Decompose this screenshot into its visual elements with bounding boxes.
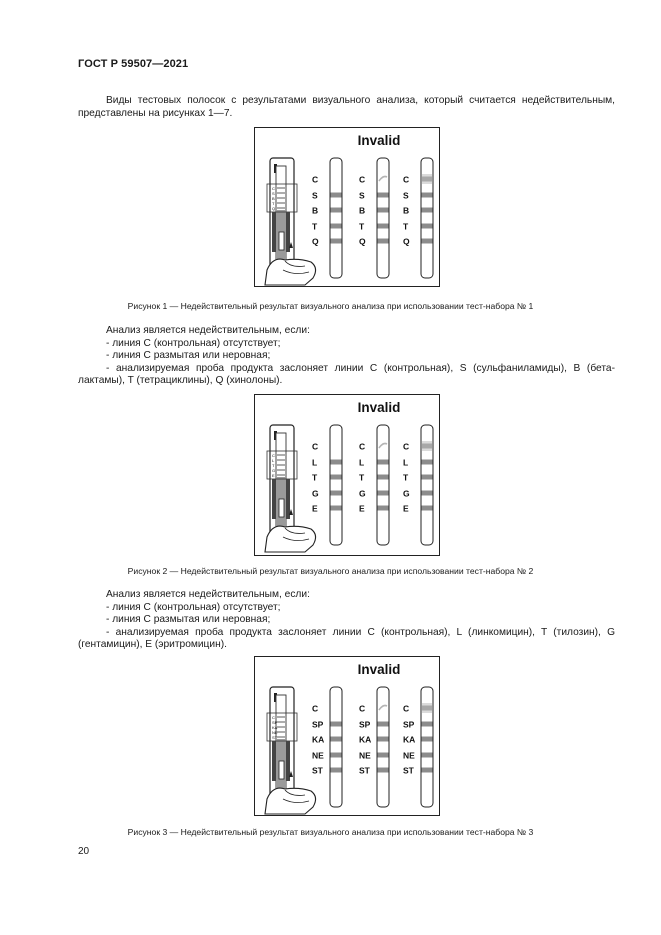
strip-band — [331, 768, 342, 773]
strip-band — [422, 224, 433, 229]
strip-band — [331, 753, 342, 758]
strip-band — [378, 224, 389, 229]
strip-band — [378, 737, 389, 742]
strip-label: C — [403, 174, 410, 185]
strip-band-control — [422, 177, 432, 182]
result-strip-2 — [359, 158, 389, 278]
conditions-2-block — [78, 589, 615, 652]
strip-label: G — [312, 488, 319, 499]
device-side-shade — [286, 479, 290, 519]
strip-band — [378, 193, 389, 198]
figure-3-caption: Рисунок 3 — Недействительный результат визуального анализа при использовании тест-набора № 3 — [127, 827, 534, 837]
strip-label: ST — [359, 765, 370, 776]
device-label: L — [272, 458, 275, 463]
device-label: Q — [272, 206, 276, 211]
result-strip-1 — [312, 425, 342, 545]
strip-label: C — [312, 441, 319, 452]
strip-label: G — [403, 488, 410, 499]
strip-label: S — [403, 190, 409, 201]
conditions-1-block — [78, 325, 615, 388]
test-device — [265, 158, 319, 285]
figure-title: Invalid — [357, 133, 401, 148]
device-side-shade — [272, 212, 276, 252]
strip-label: T — [359, 472, 365, 483]
device-well — [279, 499, 284, 517]
strip-band — [331, 722, 342, 727]
result-strip-3 — [403, 158, 433, 278]
conditions-2-item: - линия С размытая или неровная; — [106, 614, 271, 626]
result-strip-2 — [359, 425, 389, 545]
strip-label: G — [359, 488, 366, 499]
page-number: 20 — [78, 846, 90, 857]
document-id: ГОСТ Р 59507—2021 — [78, 58, 189, 70]
strip-label: C — [403, 703, 410, 714]
result-strip-1 — [312, 687, 342, 807]
device-label: SP — [272, 720, 278, 725]
device-label: C — [272, 453, 275, 458]
strip-band — [331, 239, 342, 244]
strip-band — [378, 506, 389, 511]
strip-label: B — [403, 205, 410, 216]
strip-band — [378, 460, 389, 465]
device-side-shade — [272, 741, 276, 781]
strip-outline — [330, 687, 342, 807]
conditions-1-lead: Анализ является недействительным, если: — [106, 325, 310, 336]
strip-band — [422, 737, 433, 742]
strip-label: NE — [312, 750, 324, 761]
strip-label: KA — [312, 734, 325, 745]
figure-1-caption: Рисунок 1 — Недействительный результат визуального анализа при использовании тест-набора № 1 — [127, 301, 534, 311]
device-label: KA — [272, 725, 278, 730]
strip-band — [378, 475, 389, 480]
strip-label: L — [359, 457, 365, 468]
intro-text: Виды тестовых полосок с результатами визуального анализа, который считается недействительным, представлены на рисунках 1—7. — [78, 95, 615, 119]
strip-label: T — [359, 221, 365, 232]
strip-label: C — [312, 703, 319, 714]
strip-label: C — [312, 174, 319, 185]
strip-label: T — [403, 472, 409, 483]
strip-label: NE — [403, 750, 415, 761]
device-label: E — [272, 473, 275, 478]
device-label: T — [272, 463, 275, 468]
strip-band — [378, 722, 389, 727]
strip-band — [331, 737, 342, 742]
strip-band — [378, 239, 389, 244]
strip-outline — [377, 158, 389, 278]
strip-band — [422, 506, 433, 511]
strip-label: Q — [359, 236, 366, 247]
conditions-1-item: - анализируемая проба продукта заслоняет линии С (контрольная), S (сульфаниламиды), B (бета-лактамы), T (тетрациклины), Q (хинолоны). — [78, 362, 615, 387]
device-side-shade — [286, 212, 290, 252]
strip-label: C — [359, 441, 366, 452]
strip-label: SP — [312, 719, 324, 730]
strip-label: B — [312, 205, 319, 216]
device-label: NE — [272, 730, 278, 735]
strip-label: SP — [403, 719, 415, 730]
strip-band — [422, 491, 433, 496]
strip-label: T — [403, 221, 409, 232]
figure-title: Invalid — [357, 662, 401, 677]
strip-label: S — [359, 190, 365, 201]
strip-band — [422, 193, 433, 198]
conditions-2-item: - линия С (контрольная) отсутствует; — [106, 601, 281, 613]
strip-band — [422, 460, 433, 465]
figure-2-illustration — [254, 394, 440, 556]
strip-label: E — [312, 503, 318, 514]
strip-label: Q — [403, 236, 410, 247]
strip-band — [422, 239, 433, 244]
strip-band — [331, 475, 342, 480]
result-strip-2 — [359, 687, 389, 807]
strip-outline — [377, 687, 389, 807]
strip-band — [331, 506, 342, 511]
strip-band — [331, 491, 342, 496]
figure-title: Invalid — [357, 400, 401, 415]
test-device — [265, 687, 319, 814]
device-well — [279, 232, 284, 250]
device-side-shade — [286, 741, 290, 781]
device-label: S — [272, 191, 275, 196]
conditions-2-item: - анализируемая проба продукта заслоняет линии С (контрольная), L (линкомицин), T (тилозин), G (гентамицин), E (эритромицин). — [78, 626, 615, 651]
strip-band — [422, 768, 433, 773]
strip-label: KA — [359, 734, 372, 745]
result-strip-3 — [403, 687, 433, 807]
strip-band — [378, 768, 389, 773]
conditions-1-item: - линия С (контрольная) отсутствует; — [106, 337, 281, 349]
strip-label: Q — [312, 236, 319, 247]
strip-band — [331, 224, 342, 229]
strip-label: E — [403, 503, 409, 514]
conditions-2-lead: Анализ является недействительным, если: — [106, 589, 310, 600]
conditions-1-item: - линия С размытая или неровная; — [106, 350, 271, 362]
strip-band — [422, 475, 433, 480]
strip-label: C — [403, 441, 410, 452]
strip-label: S — [312, 190, 318, 201]
strip-label: NE — [359, 750, 371, 761]
strip-label: E — [359, 503, 365, 514]
strip-label: B — [359, 205, 366, 216]
strip-outline — [377, 425, 389, 545]
strip-band — [422, 753, 433, 758]
device-label: G — [272, 468, 276, 473]
strip-label: L — [312, 457, 318, 468]
strip-label: L — [403, 457, 409, 468]
strip-band — [378, 753, 389, 758]
strip-band — [422, 722, 433, 727]
device-label: C — [272, 715, 275, 720]
strip-band — [378, 491, 389, 496]
strip-label: ST — [312, 765, 323, 776]
device-label: C — [272, 186, 275, 191]
strip-label: KA — [403, 734, 416, 745]
device-label: T — [272, 201, 275, 206]
strip-label: ST — [403, 765, 414, 776]
figure-1-illustration — [254, 127, 440, 287]
strip-label: T — [312, 221, 318, 232]
strip-band — [331, 208, 342, 213]
figure-2-caption: Рисунок 2 — Недействительный результат визуального анализа при использовании тест-набора № 2 — [127, 566, 534, 576]
figure-3-illustration — [254, 656, 440, 816]
result-strip-1 — [312, 158, 342, 278]
result-strip-3 — [403, 425, 433, 545]
strip-label: C — [359, 703, 366, 714]
strip-outline — [330, 158, 342, 278]
strip-outline — [330, 425, 342, 545]
strip-band — [331, 193, 342, 198]
test-device — [265, 425, 319, 552]
strip-label: T — [312, 472, 318, 483]
strip-band-control — [422, 444, 432, 449]
device-well — [279, 761, 284, 779]
strip-band — [422, 208, 433, 213]
strip-band — [378, 208, 389, 213]
strip-label: SP — [359, 719, 371, 730]
strip-band-control — [422, 706, 432, 711]
intro-paragraph — [78, 95, 615, 120]
device-side-shade — [272, 479, 276, 519]
strip-label: C — [359, 174, 366, 185]
device-label: B — [272, 196, 275, 201]
device-label: ST — [272, 735, 278, 740]
strip-band — [331, 460, 342, 465]
